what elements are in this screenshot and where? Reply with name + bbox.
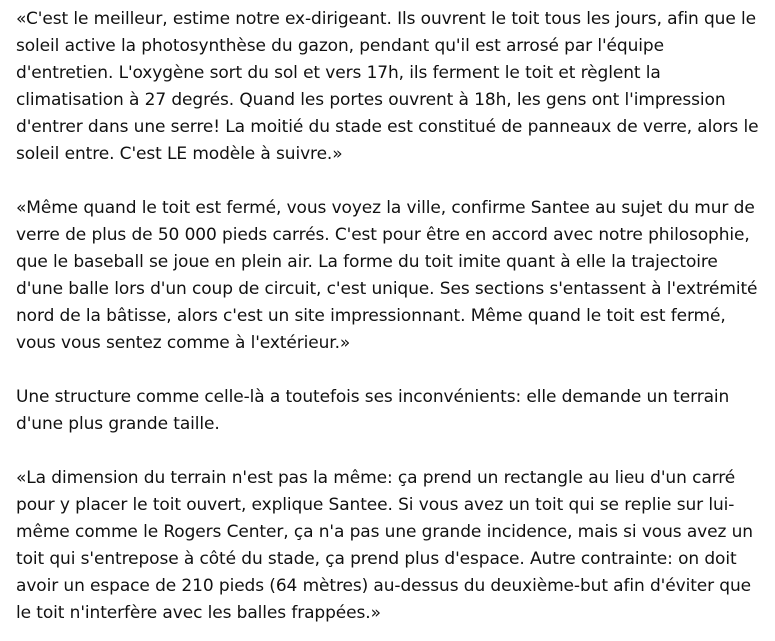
article-paragraph: «La dimension du terrain n'est pas la même: ça prend un rectangle au lieu d'un carré pour y placer le toit ouvert, explique Santee. Si vous avez un toit qui se replie sur lui-même comme le Rogers Center, ça n'a pas une grande incidence, mais si vous avez un toit qui s'entrepose à côté du stade, ça prend plus d'espace. Autre contrainte: on doit avoir un espace de 210 pieds (64 mètres) au-dessus du deuxième-but afin d'éviter que le toit n'interfère avec les balles frappées.» [16,468,753,623]
article-paragraph: Une structure comme celle-là a toutefois ses inconvénients: elle demande un terrain d'une plus grande taille. [16,387,730,434]
article-paragraph: «C'est le meilleur, estime notre ex-dirigeant. Ils ouvrent le toit tous les jours, afin que le soleil active la photosynthèse du gazon, pendant qu'il est arrosé par l'équipe d'entretien. L'oxygène sort du sol et vers 17h, ils ferment le toit et règlent la climatisation à 27 degrés. Quand les portes ouvrent à 18h, les gens ont l'impression d'entrer dans une serre! La moitié du stade est constitué de panneaux de verre, alors le soleil entre. C'est LE modèle à suivre.» [16,9,759,164]
article-paragraph: «Même quand le toit est fermé, vous voyez la ville, confirme Santee au sujet du mur de verre de plus de 50 000 pieds carrés. C'est pour être en accord avec notre philosophie, que le baseball se joue en plein air. La forme du toit imite quant à elle la trajectoire d'une balle lors d'un coup de circuit, c'est unique. Ses sections s'entassent à l'extrémité nord de la bâtisse, alors c'est un site impressionnant. Même quand le toit est fermé, vous vous sentez comme à l'extérieur.» [16,198,758,353]
